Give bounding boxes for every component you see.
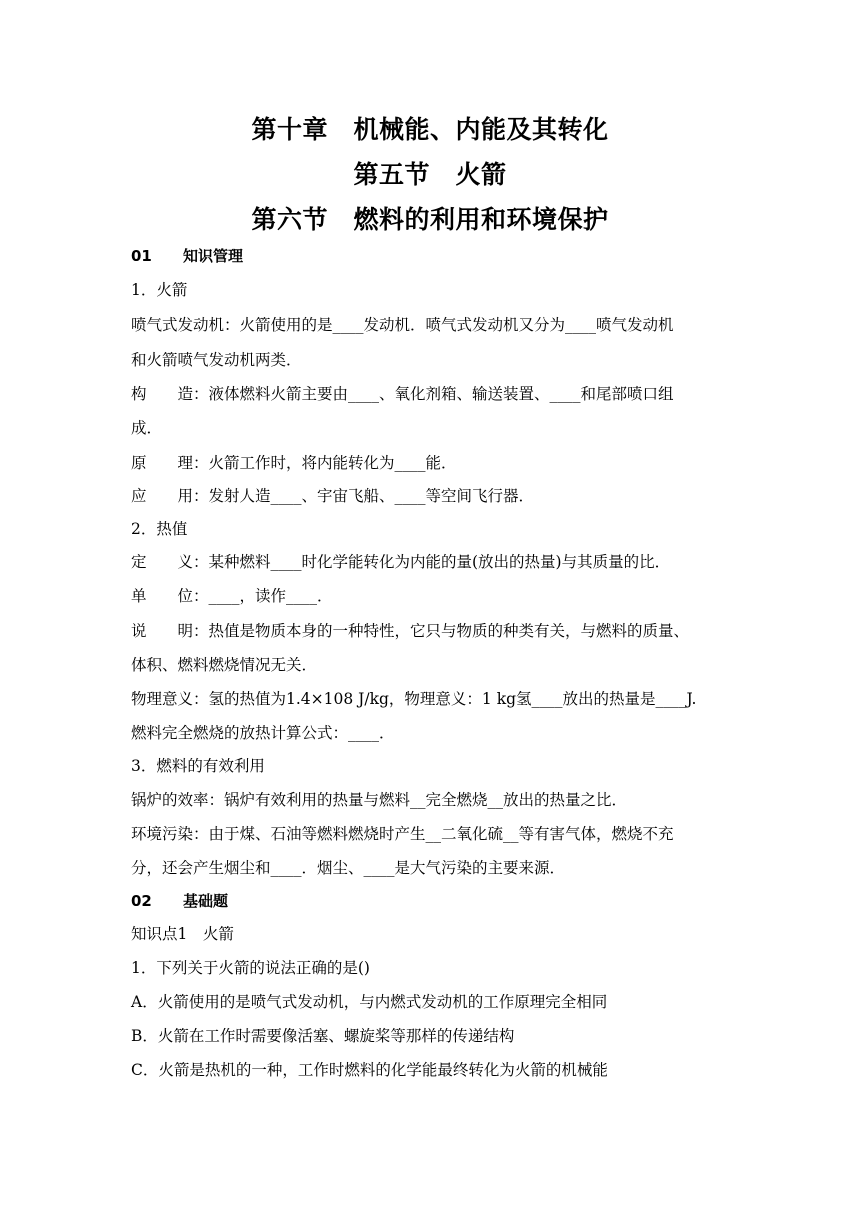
option-a: A．火箭使用的是喷气式发动机，与内燃式发动机的工作原理完全相同 bbox=[131, 993, 608, 1011]
chapter-title: 第十章 机械能、内能及其转化 bbox=[251, 115, 609, 144]
question-line: 1．下列关于火箭的说法正确的是() bbox=[131, 959, 370, 977]
text-line: 和火箭喷气发动机两类． bbox=[131, 351, 302, 369]
text-line: 分，还会产生烟尘和____．烟尘、____是大气污染的主要来源． bbox=[131, 859, 566, 877]
text-line: 锅炉的效率：锅炉有效利用的热量与燃料__完全燃烧__放出的热量之比． bbox=[131, 791, 628, 809]
section-header-basic bbox=[131, 891, 228, 911]
section-label: 基础题 bbox=[183, 892, 229, 910]
section-label: 知识管理 bbox=[183, 247, 244, 265]
text-line: 3．燃料的有效利用 bbox=[131, 757, 265, 775]
text-line: 燃料完全燃烧的放热计算公式：____． bbox=[131, 724, 395, 742]
section-header-knowledge bbox=[131, 246, 243, 266]
text-line: 构 造：液体燃料火箭主要由____、氧化剂箱、输送装置、____和尾部喷口组 bbox=[131, 385, 674, 403]
section-number: 01 bbox=[131, 247, 152, 265]
text-line: 物理意义：氢的热值为1.4×108 J/kg，物理意义：1 kg氢____放出的热量是____J. bbox=[131, 690, 697, 708]
section5-title: 第五节 火箭 bbox=[353, 160, 507, 189]
section6-title: 第六节 燃料的利用和环境保护 bbox=[251, 205, 609, 234]
option-c: C．火箭是热机的一种，工作时燃料的化学能最终转化为火箭的机械能 bbox=[131, 1061, 608, 1079]
text-line: 环境污染：由于煤、石油等燃料燃烧时产生__二氧化硫__等有害气体，燃烧不充 bbox=[131, 825, 674, 843]
option-b: B．火箭在工作时需要像活塞、螺旋桨等那样的传递结构 bbox=[131, 1027, 515, 1045]
text-line: 成． bbox=[131, 419, 163, 437]
text-line: 2．热值 bbox=[131, 520, 188, 538]
text-line: 喷气式发动机：火箭使用的是____发动机．喷气式发动机又分为____喷气发动机 bbox=[131, 316, 674, 334]
text-line: 知识点1 火箭 bbox=[131, 925, 234, 943]
text-line: 原 理：火箭工作时，将内能转化为____能． bbox=[131, 454, 457, 472]
text-line: 说 明：热值是物质本身的一种特性，它只与物质的种类有关，与燃料的质量、 bbox=[131, 622, 690, 640]
text-line: 体积、燃料燃烧情况无关． bbox=[131, 656, 318, 674]
section-number: 02 bbox=[131, 892, 152, 910]
text-line: 1．火箭 bbox=[131, 281, 188, 299]
text-line: 应 用：发射人造____、宇宙飞船、____等空间飞行器． bbox=[131, 487, 535, 505]
text-line: 单 位：____，读作____． bbox=[131, 587, 333, 605]
text-line: 定 义：某种燃料____时化学能转化为内能的量(放出的热量)与其质量的比． bbox=[131, 553, 671, 571]
